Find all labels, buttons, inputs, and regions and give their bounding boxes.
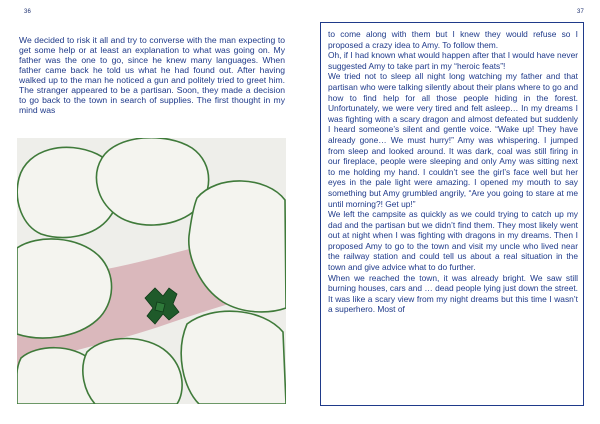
leaf-top-center: [96, 138, 208, 225]
right-paragraph-5: When we reached the town, it was already bright. We saw still burning houses, cars and … dead people lying just down the street. It was like a scary view from my night dreams but this time I wasn’t a superhero. Most of: [328, 272, 579, 315]
right-paragraph-1: to come along with them but I knew they would refuse so I proposed a crazy idea to Amy. To follow them.: [328, 29, 578, 50]
right-paragraph-4: We left the campsite as quickly as we could trying to catch up my dad and the partisan but we didn’t find them. They most likely went out at night when I was fighting with dragons in my dreams. Then I proposed Amy to go to the town and visit my uncle who lived near the railway station and could tell us about a real situation in the town and give advice what to do further.: [328, 209, 578, 273]
illustration-drawing: [17, 138, 286, 404]
page-number-right: 37: [577, 9, 585, 15]
right-paragraph-2: Oh, if I had known what would happen after that I would have never suggested Amy to take part in my “heroic feats”!: [328, 50, 579, 71]
right-paragraph-3: We tried not to sleep all night long watching my father and that partisan who were talking silently about their plans where to go and how to find help for all those people hiding in the forest. Unfortunately, we were very tired and felt asleep… In my dreams I was fighting with a scary dragon and almost defeated but suddenly I heard someone’s silent and gentle voice. “Wake up! They have already gone… We must hurry!” Amy was whispering. I jumped from sleep and looked around. It was dark, coal was still firing in our fireplace, people were sleeping and only Amy was sitting next to me holding my hand. I couldn’t see the girl’s face well but her eyes in the pale light were amazing. I opened my mouth to say something but Amy grumbled angrily, “Are you going to stare at me until morning?! Get up!”: [328, 71, 578, 209]
page-number-left: 36: [24, 9, 32, 15]
left-page-text: [19, 35, 285, 115]
right-page-text: [328, 29, 578, 315]
left-paragraph: We decided to risk it all and try to converse with the man expecting to get some help or at least an explanation to what was going on. My father was the one to go, since he knew many languages. When father came back he told us what he had found out. After having walked up to the man he noticed a gun and politely tried to greet him. The stranger appeared to be a partisan. Soon, they made a decision to go back to the town in search of supplies. The first thought in my mind was: [19, 35, 285, 115]
leaf-bottom-right: [181, 311, 286, 404]
text-frame: [320, 22, 584, 406]
right-page: [300, 0, 600, 424]
illustration: [17, 138, 286, 404]
